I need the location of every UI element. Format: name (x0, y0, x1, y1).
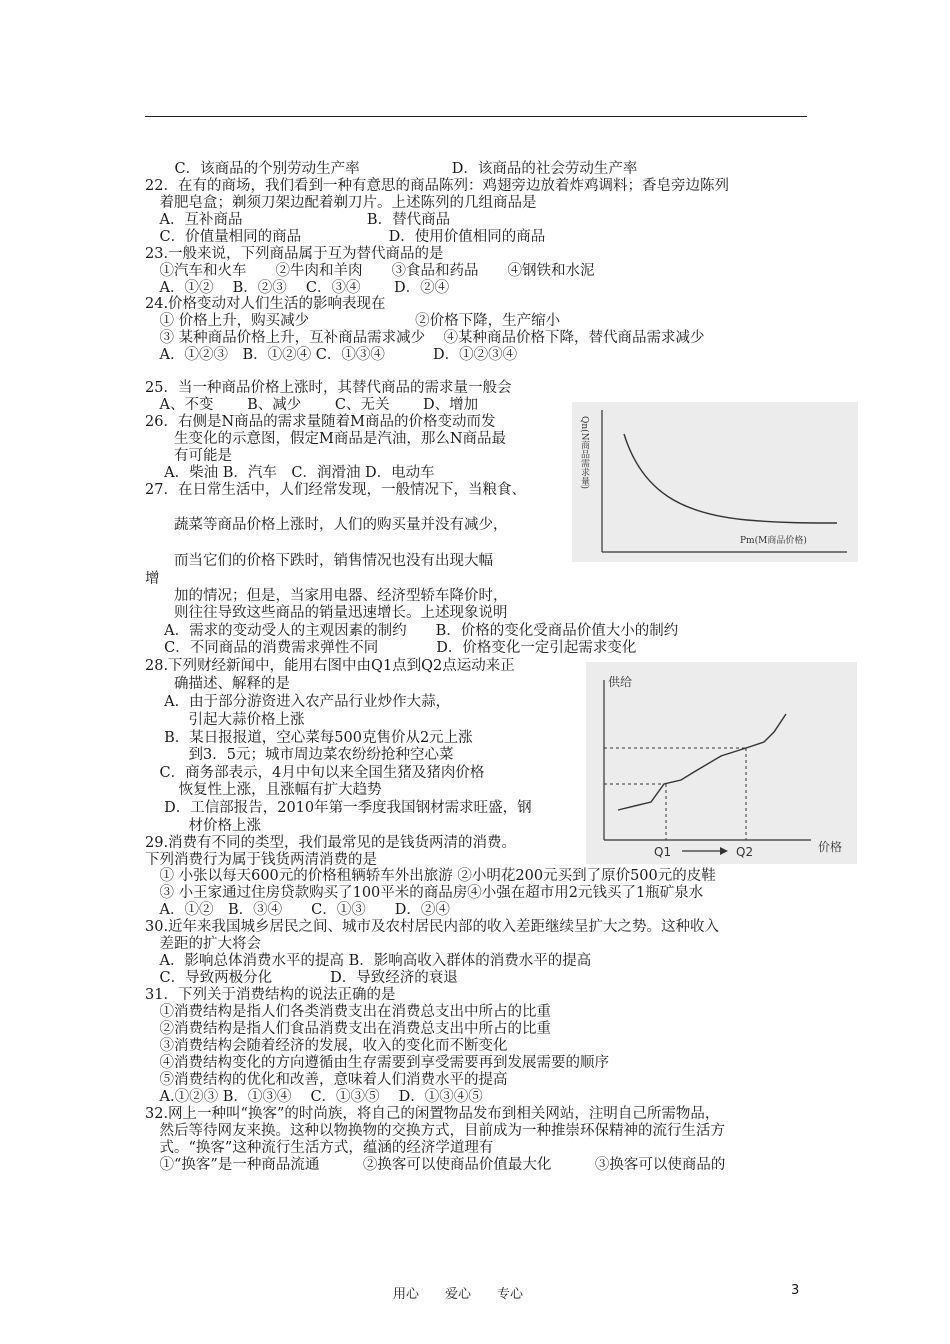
text-line: 26．右侧是N商品的需求量随着M商品的价格变动而发 (145, 414, 496, 430)
text-line: A、不变 B、减少 C、无关 D、增加 (145, 397, 479, 413)
text-line: 24.价格变动对人们生活的影响表现在 (145, 296, 386, 312)
text-line: 28.下列财经新闻中，能用右图中由Q1点到Q2点运动来正 (145, 658, 515, 674)
text-line: 有可能是 (145, 448, 232, 464)
q2-label: Q2 (736, 845, 754, 859)
text-line: 生变化的示意图，假定M商品是汽油，那么N商品最 (145, 431, 507, 447)
text-line: ⑤消费结构的优化和改善，意味着人们消费水平的提高 (145, 1072, 508, 1088)
text-line: C．商务部表示，4月中旬以来全国生猪及猪肉价格 (145, 765, 485, 781)
text-line: C．不同商品的消费需求弹性不同 D．价格变化一定引起需求变化 (145, 640, 637, 656)
text-line: 则往往导致这些商品的销量迅速增长。上述现象说明 (145, 605, 508, 621)
text-line: 材价格上涨 (145, 818, 261, 834)
text-line: ④消费结构变化的方向遵循由生存需要到享受需要再到发展需要的顺序 (145, 1055, 609, 1071)
text-line: ①消费结构是指人们各类消费支出在消费总支出中所占的比重 (145, 1004, 551, 1020)
text-line: A.①②③ B．①③④ C．①③⑤ D．①③④⑤ (145, 1089, 483, 1105)
text-line: 到3．5元；城市周边菜农纷纷抢种空心菜 (145, 747, 454, 763)
footer-motto: 用心 爱心 专心 (393, 1287, 524, 1302)
text-line: A．互补商品 B．替代商品 (145, 212, 451, 228)
page-number: 3 (791, 1283, 800, 1298)
supply-curve-figure (586, 662, 857, 864)
demand-curve-line (624, 434, 837, 523)
text-line: 着肥皂盒；剃须刀架边配着剃刀片。上述陈列的几组商品是 (145, 195, 537, 211)
text-line: A．需求的变动受人的主观因素的制约 B．价格的变化受商品价值大小的制约 (145, 623, 679, 639)
text-line: ③ 小王家通过住房贷款购买了100平米的商品房④小强在超市用2元钱买了1瓶矿泉水 (145, 885, 704, 901)
text-line: D．工信部报告，2010年第一季度我国钢材需求旺盛，钢 (145, 800, 532, 816)
text-line: C．导致两极分化 D．导致经济的衰退 (145, 970, 458, 986)
text-line: 23.一般来说，下列商品属于互为替代商品的是 (145, 246, 444, 262)
text-line: 然后等待网友来换。这种以物换物的交换方式，目前成为一种推崇环保精神的流行生活方 (145, 1123, 725, 1139)
q1-label: Q1 (654, 845, 672, 859)
text-line: A．①②③ B．①②④ C．①③④ D．①②③④ (145, 347, 518, 363)
text-line: A．①② B．③④ C．①③ D．②④ (145, 902, 450, 918)
text-line: 27．在日常生活中，人们经常发现，一般情况下，当粮食、 (145, 482, 526, 498)
supply-curve-svg (586, 662, 857, 864)
text-line: 22．在有的商场，我们看到一种有意思的商品陈列：鸡翅旁边放着炸鸡调料；香皂旁边陈列 (145, 178, 729, 194)
supply-curve-line (618, 714, 786, 810)
text-line: 29.消费有不同的类型，我们最常见的是钱货两清的消费。 (145, 835, 517, 851)
text-line: C．价值量相同的商品 D．使用价值相同的商品 (145, 229, 546, 245)
text-line: 而当它们的价格下跌时，销售情况也没有出现大幅 (145, 553, 493, 569)
text-line: A．由于部分游资进入农产品行业炒作大蒜， (145, 694, 451, 710)
x-axis-label: Pm(M商品价格) (740, 536, 807, 546)
text-line: 确描述、解释的是 (145, 676, 290, 692)
demand-curve-figure (572, 402, 858, 562)
x-axis-label: 价格 (818, 840, 843, 854)
text-line: 式。“换客”这种流行生活方式，蕴涵的经济学道理有 (145, 1140, 494, 1156)
text-line: C．该商品的个别劳动生产率 D．该商品的社会劳动生产率 (160, 161, 638, 177)
text-line: 25．当一种商品价格上涨时，其替代商品的需求量一般会 (145, 380, 512, 396)
text-line: A．①② B．②③ C．③④ D．②④ (145, 280, 450, 296)
header-rule (145, 116, 807, 117)
text-line: 恢复性上涨，且涨幅有扩大趋势 (145, 782, 382, 798)
text-line: 30.近年来我国城乡居民之间、城市及农村居民内部的收入差距继续呈扩大之势。这种收入 (145, 919, 720, 935)
text-line: 下列消费行为属于钱货两清消费的是 (145, 852, 377, 868)
y-axis-label: 供给 (608, 675, 633, 689)
text-line: ③消费结构会随着经济的发展，收入的变化而不断变化 (145, 1038, 508, 1054)
text-line: 加的情况；但是，当家用电器、经济型轿车降价时， (145, 588, 508, 604)
text-line: 31．下列关于消费结构的说法正确的是 (145, 987, 396, 1003)
arrow-head-icon (720, 847, 728, 855)
text-line: ① 价格上升，购买减少 ②价格下降，生产缩小 (145, 313, 561, 329)
text-line: A．柴油 B．汽车 C．润滑油 D．电动车 (145, 465, 435, 481)
text-line: 差距的扩大将会 (145, 936, 261, 952)
text-line: 蔬菜等商品价格上涨时，人们的购买量并没有减少， (145, 517, 508, 533)
text-line: ①汽车和火车 ②牛肉和羊肉 ③食品和药品 ④钢铁和水泥 (145, 263, 595, 279)
text-line: ②消费结构是指人们食品消费支出在消费总支出中所占的比重 (145, 1021, 551, 1037)
text-line: 增 (145, 571, 160, 587)
text-line: 引起大蒜价格上涨 (145, 712, 305, 728)
text-line: B．某日报报道，空心菜每500克售价从2元上涨 (145, 730, 473, 746)
text-line: A．影响总体消费水平的提高 B．影响高收入群体的消费水平的提高 (145, 953, 592, 969)
text-line: ①“换客”是一种商品流通 ②换客可以使商品价值最大化 ③换客可以使商品的 (145, 1157, 726, 1173)
text-line: 32.网上一种叫“换客”的时尚族，将自己的闲置物品发布到相关网站，注明自己所需物品， (145, 1106, 720, 1122)
text-line: ③ 某种商品价格上升，互补商品需求减少 ④某种商品价格下降，替代商品需求减少 (145, 330, 705, 346)
y-axis-label: Qn(N商品需求量) (579, 416, 589, 490)
demand-curve-svg (572, 402, 858, 562)
text-line: ① 小张以每天600元的价格租辆轿车外出旅游 ②小明花200元买到了原价500元的皮鞋 (145, 868, 716, 884)
